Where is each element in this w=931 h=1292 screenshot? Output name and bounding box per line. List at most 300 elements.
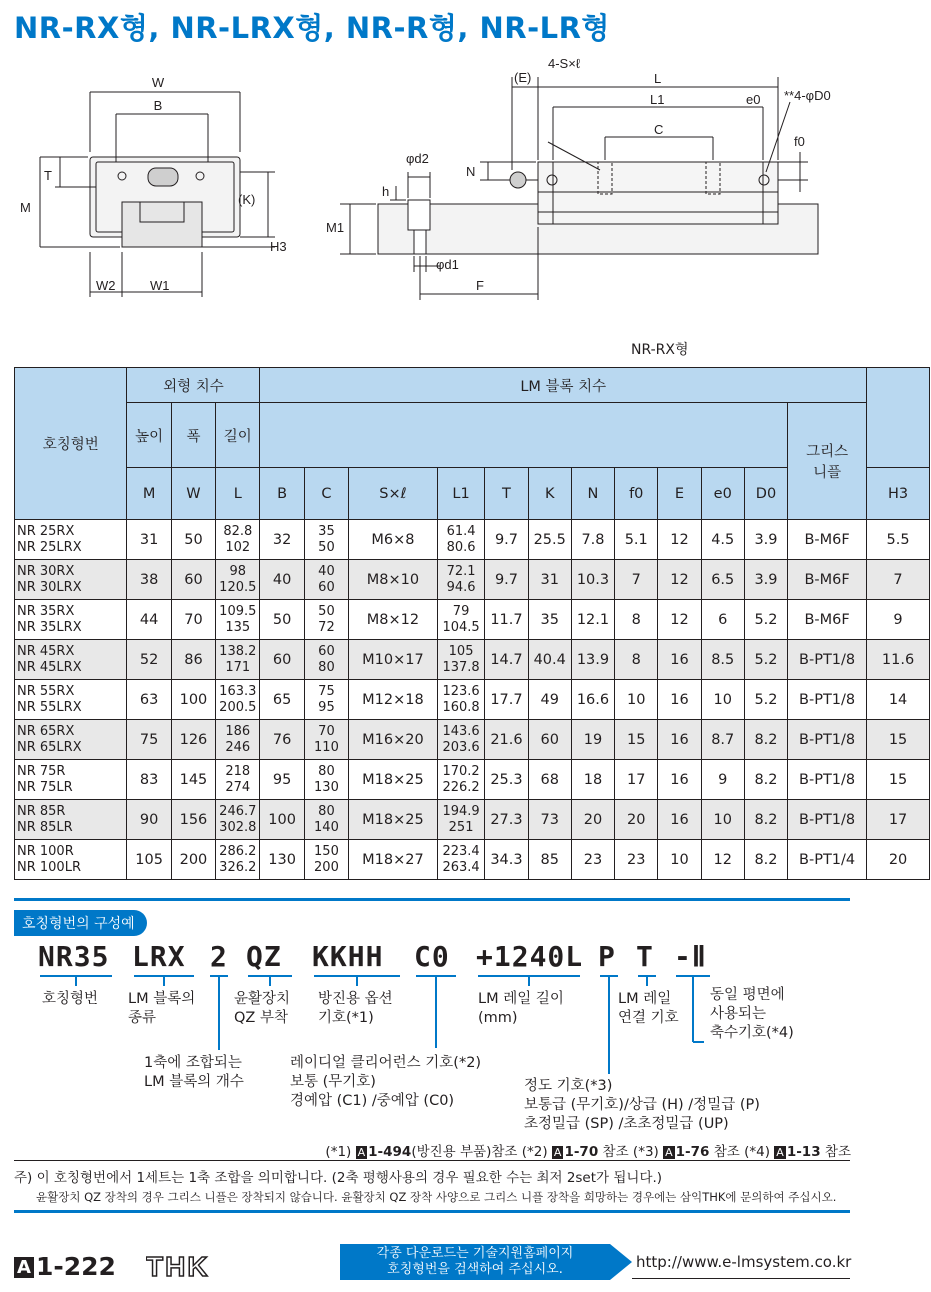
cell-l-value: 246 [225, 739, 251, 755]
cell-d0 [744, 800, 787, 840]
cell-n-value: 7.8 [581, 531, 605, 548]
cell-t-value: 9.7 [494, 531, 519, 548]
header-col-d0: D0 [744, 468, 787, 520]
notes-divider [14, 1160, 850, 1161]
cell-c [304, 600, 348, 640]
cell-f0 [615, 520, 658, 560]
table-row [15, 840, 930, 880]
cell-s-value: M12×18 [362, 691, 424, 708]
cell-e [658, 800, 701, 840]
cell-h3-value: 9 [893, 611, 903, 628]
cell-k-value: 60 [540, 731, 559, 748]
cell-l1 [437, 760, 485, 800]
label-h: h [382, 184, 390, 199]
cell-m-value: 38 [139, 571, 159, 588]
thk-logo [146, 1252, 236, 1280]
cell-e-value: 16 [670, 811, 689, 828]
cell-k [528, 640, 571, 680]
cell-h3-value: 14 [888, 691, 908, 708]
cell-n-value: 19 [583, 731, 603, 748]
cell-h3-value: 15 [888, 731, 908, 748]
cell-w-value: 156 [179, 811, 208, 828]
cell-n [571, 760, 614, 800]
cell-m-value: 52 [139, 651, 159, 668]
code-part-seal: KKHH [312, 940, 384, 973]
cell-l-value: 98 [229, 563, 247, 579]
cell-model-value: NR 85R [17, 803, 66, 819]
table-row [15, 680, 930, 720]
ref2-text: 참조 [602, 1144, 629, 1160]
cell-t-value: 27.3 [490, 811, 523, 828]
cell-s [349, 600, 438, 640]
label-d1: φd1 [436, 257, 459, 272]
cell-e0 [701, 840, 744, 880]
cell-l-value: 135 [225, 619, 251, 635]
header-col-h3: H3 [867, 468, 930, 520]
cell-model [15, 760, 127, 800]
cell-w [171, 560, 215, 600]
desc-rail-connection: LM 레일 연결 기호 [618, 991, 679, 1026]
cell-e0-value: 8.5 [711, 651, 735, 668]
ref3-page[interactable]: 1-76 [675, 1144, 710, 1160]
cell-l1 [437, 520, 485, 560]
desc-block-type: LM 블록의 종류 [128, 991, 196, 1026]
label-n: N [466, 164, 476, 179]
label-f: F [476, 278, 484, 293]
ref3-box: A [665, 1146, 673, 1159]
cell-n [571, 800, 614, 840]
cell-w-value: 145 [179, 771, 208, 788]
cell-k-value: 31 [540, 571, 559, 588]
cell-k [528, 680, 571, 720]
cell-model-value: NR 100R [17, 843, 74, 859]
cell-d0 [744, 640, 787, 680]
cell-k-value: 40.4 [533, 651, 566, 668]
table-row [15, 800, 930, 840]
cell-c-value: 150 [314, 843, 339, 859]
cell-m [127, 720, 171, 760]
cell-l-value: 286.2 [219, 843, 257, 859]
cell-t [485, 760, 528, 800]
cell-model-value: NR 45RX [17, 643, 75, 659]
cell-l1-value: 123.6 [442, 683, 480, 699]
cell-l1-value: 61.4 [446, 523, 476, 539]
cell-s [349, 800, 438, 840]
cell-model-value: NR 35LRX [17, 619, 82, 635]
cell-model-value: NR 55RX [17, 683, 75, 699]
cell-e-value: 10 [670, 851, 689, 868]
ref1-page[interactable]: 1-494 [368, 1144, 412, 1160]
cell-h3-value: 5.5 [886, 531, 910, 548]
header-col-l: L [216, 468, 260, 520]
cell-n-value: 12.1 [576, 611, 610, 628]
ref3-text: 참조 [713, 1144, 740, 1160]
cell-n-value: 23 [583, 851, 603, 868]
cell-w-value: 100 [179, 691, 208, 708]
cell-d0-value: 5.2 [754, 651, 778, 668]
cell-model-value: NR 75R [17, 763, 66, 779]
cell-t [485, 600, 528, 640]
cell-m-value: 75 [139, 731, 159, 748]
spec-table-body [15, 520, 930, 880]
cell-c [304, 800, 348, 840]
cell-n-value: 18 [583, 771, 603, 788]
cell-m-value: 83 [139, 771, 159, 788]
cell-l-value: 109.5 [219, 603, 257, 619]
cell-f0-value: 5.1 [624, 531, 648, 548]
spec-table [14, 367, 930, 880]
cell-n-value: 13.9 [576, 651, 610, 668]
cell-e0 [701, 760, 744, 800]
cell-m [127, 600, 171, 640]
cell-h3-value: 17 [888, 811, 908, 828]
cell-m [127, 520, 171, 560]
label-k: (K) [238, 192, 256, 207]
header-col-n: N [571, 468, 614, 520]
cell-t [485, 520, 528, 560]
website-link[interactable]: http://www.e-lmsystem.co.kr [636, 1253, 852, 1271]
cell-e0 [701, 800, 744, 840]
cell-m [127, 680, 171, 720]
desc-model: 호칭형번 [42, 991, 99, 1007]
cell-l1-value: 80.6 [446, 539, 476, 555]
section-divider-top [14, 898, 850, 901]
cell-l1 [437, 600, 485, 640]
ref3-mark: (*3) [632, 1144, 659, 1160]
cell-h3 [867, 640, 930, 680]
cell-e0-value: 10 [713, 691, 732, 708]
cell-l-value: 186 [225, 723, 251, 739]
cell-grease-value: B-PT1/8 [799, 771, 856, 788]
cell-c-value: 50 [318, 603, 335, 619]
cell-c [304, 640, 348, 680]
cell-k [528, 840, 571, 880]
header-col-e: E [658, 468, 701, 520]
cell-l [216, 520, 260, 560]
cell-e0 [701, 640, 744, 680]
ref2-box: A [553, 1146, 562, 1159]
cell-e0-value: 6 [718, 611, 728, 628]
cell-b [260, 840, 304, 880]
cell-k-value: 49 [540, 691, 559, 708]
cell-f0-value: 7 [631, 571, 641, 588]
cell-w [171, 800, 215, 840]
cell-t [485, 800, 528, 840]
cell-w [171, 720, 215, 760]
cell-c-value: 72 [318, 619, 335, 635]
cell-s-value: M16×20 [362, 731, 424, 748]
cell-s [349, 560, 438, 600]
cell-l [216, 800, 260, 840]
cell-f0 [615, 800, 658, 840]
cell-w-value: 50 [184, 531, 203, 548]
cell-b-value: 40 [272, 571, 292, 588]
cell-h3 [867, 560, 930, 600]
cell-b [260, 640, 304, 680]
cell-d0-value: 8.2 [754, 771, 778, 788]
page-number [14, 1252, 116, 1281]
cell-e0-value: 10 [713, 811, 732, 828]
page-title: NR-RX형, NR-LRX형, NR-R형, NR-LR형 [14, 11, 610, 45]
cell-grease [788, 600, 867, 640]
cell-model-value: NR 25LRX [17, 539, 82, 555]
cell-c-value: 80 [318, 763, 335, 779]
cell-l-value: 274 [225, 779, 251, 795]
cell-h3 [867, 720, 930, 760]
cell-e0-value: 12 [713, 851, 732, 868]
cell-e0 [701, 520, 744, 560]
cell-m-value: 63 [139, 691, 159, 708]
svg-text:THK: THK [146, 1252, 210, 1280]
cell-b-value: 32 [272, 531, 292, 548]
cell-e [658, 640, 701, 680]
label-e0: e0 [746, 92, 761, 107]
cell-w [171, 600, 215, 640]
cell-l1-value: 160.8 [442, 699, 480, 715]
code-part-count: 2 [210, 940, 228, 973]
cell-b-value: 65 [272, 691, 292, 708]
cell-f0 [615, 640, 658, 680]
cell-t-value: 34.3 [490, 851, 523, 868]
cell-d0-value: 8.2 [754, 811, 778, 828]
cell-d0 [744, 840, 787, 880]
header-col-t: T [485, 468, 528, 520]
cell-grease-value: B-PT1/8 [799, 691, 856, 708]
cell-n [571, 520, 614, 560]
cell-l1-value: 251 [448, 819, 474, 835]
header-col-m: M [127, 468, 171, 520]
ref4-text: 참조 [824, 1144, 851, 1160]
code-part-length: +1240L [476, 940, 584, 973]
code-part-axes: -Ⅱ [674, 940, 707, 973]
table-row [15, 520, 930, 560]
cell-s [349, 640, 438, 680]
cell-e-value: 12 [670, 531, 689, 548]
cell-f0 [615, 680, 658, 720]
ref2-page[interactable]: 1-70 [564, 1144, 599, 1160]
cell-e0 [701, 680, 744, 720]
cell-s-value: M18×25 [362, 811, 424, 828]
ref1-text: (방진용 부품)참조 [411, 1144, 518, 1160]
cell-model-value: NR 35RX [17, 603, 75, 619]
table-row [15, 640, 930, 680]
cell-t-value: 14.7 [490, 651, 523, 668]
cell-c-value: 130 [314, 779, 339, 795]
cell-grease-value: B-PT1/4 [799, 851, 856, 868]
section-label: 호칭형번의 구성예 [14, 910, 147, 936]
cell-l1 [437, 720, 485, 760]
cell-b-value: 76 [272, 731, 292, 748]
cell-b-value: 50 [272, 611, 292, 628]
table-row [15, 720, 930, 760]
cell-model [15, 800, 127, 840]
cell-k-value: 25.5 [533, 531, 566, 548]
cell-f0-value: 20 [627, 811, 646, 828]
section-divider-bottom [14, 1210, 850, 1213]
note-qz: 윤활장치 QZ 장착의 경우 그리스 니플은 장착되지 않습니다. 윤활장치 QZ 장착 사양으로 그리스 니플 장착을 희망하는 경우에는 삼익THK에 문의하여 주십시오. [36, 1190, 837, 1204]
table-row [15, 760, 930, 800]
header-grease: 그리스 니플 [788, 403, 867, 520]
cell-grease-value: B-PT1/8 [799, 811, 856, 828]
header-length: 길이 [216, 403, 260, 468]
cell-l-value: 102 [225, 539, 251, 555]
cell-t [485, 840, 528, 880]
label-c: C [654, 122, 664, 137]
cell-l-value: 163.3 [219, 683, 257, 699]
cell-l1-value: 104.5 [442, 619, 480, 635]
cell-k-value: 85 [540, 851, 559, 868]
cell-e0-value: 9 [718, 771, 728, 788]
cell-model [15, 560, 127, 600]
cell-l [216, 680, 260, 720]
header-h3-top [867, 368, 930, 468]
cell-l1 [437, 800, 485, 840]
header-height: 높이 [127, 403, 171, 468]
cell-l1 [437, 560, 485, 600]
cell-f0-value: 8 [631, 611, 641, 628]
cell-grease [788, 760, 867, 800]
cell-model-value: NR 100LR [17, 859, 81, 875]
cell-b-value: 100 [268, 811, 296, 828]
cell-k-value: 68 [540, 771, 559, 788]
label-w2: W2 [96, 278, 116, 293]
cell-b [260, 520, 304, 560]
cell-w-value: 70 [184, 611, 203, 628]
cell-d0-value: 8.2 [754, 851, 778, 868]
cell-l-value: 82.8 [223, 523, 253, 539]
cell-e-value: 16 [670, 691, 689, 708]
label-l1: L1 [650, 92, 665, 107]
cell-f0-value: 17 [627, 771, 646, 788]
cell-l1-value: 223.4 [442, 843, 480, 859]
label-t: T [44, 168, 52, 183]
page-box: A [14, 1257, 34, 1278]
ref4-page[interactable]: 1-13 [786, 1144, 821, 1160]
cell-f0 [615, 840, 658, 880]
cell-c-value: 95 [318, 699, 335, 715]
cell-e0-value: 8.7 [711, 731, 735, 748]
cell-c-value: 80 [318, 659, 335, 675]
cell-c [304, 520, 348, 560]
cell-s [349, 520, 438, 560]
cell-c-value: 60 [318, 579, 335, 595]
cell-h3 [867, 600, 930, 640]
cell-b [260, 720, 304, 760]
technical-drawing [0, 52, 931, 352]
cell-c [304, 680, 348, 720]
cell-grease [788, 640, 867, 680]
cell-f0 [615, 560, 658, 600]
cell-l1-value: 79 [452, 603, 470, 619]
desc-clearance: 레이디얼 클리어런스 기호(*2) 보통 (무기호) 경예압 (C1) /중예압 (C0) [290, 1055, 482, 1109]
cell-l1-value: 170.2 [442, 763, 480, 779]
cell-m [127, 760, 171, 800]
cell-grease-value: B-M6F [804, 571, 850, 588]
cell-f0 [615, 760, 658, 800]
cell-e [658, 600, 701, 640]
cell-model-value: NR 85LR [17, 819, 73, 835]
cell-e0 [701, 720, 744, 760]
header-col-f0: f0 [615, 468, 658, 520]
note-set: 주) 이 호칭형번에서 1세트는 1축 조합을 의미합니다. (2축 평행사용의 경우 필요한 수는 최저 2set가 됩니다.) [14, 1170, 663, 1186]
cell-e [658, 680, 701, 720]
cell-f0-value: 8 [631, 651, 641, 668]
label-w1: W1 [150, 278, 170, 293]
cell-c-value: 140 [314, 819, 339, 835]
cell-k [528, 800, 571, 840]
cell-e0 [701, 560, 744, 600]
cell-l [216, 640, 260, 680]
cell-m [127, 560, 171, 600]
cell-n [571, 840, 614, 880]
cell-l-value: 120.5 [219, 579, 257, 595]
cell-h3 [867, 520, 930, 560]
cell-k [528, 760, 571, 800]
cell-grease-value: B-M6F [804, 611, 850, 628]
cell-m-value: 31 [139, 531, 159, 548]
cell-d0-value: 3.9 [754, 531, 778, 548]
cell-f0 [615, 720, 658, 760]
url-underline [632, 1278, 850, 1279]
cell-model [15, 600, 127, 640]
cell-n-value: 20 [583, 811, 603, 828]
cell-grease [788, 680, 867, 720]
cell-e-value: 16 [670, 731, 689, 748]
code-part-accuracy: P [598, 940, 616, 973]
cell-d0-value: 5.2 [754, 611, 778, 628]
cell-c-value: 35 [318, 523, 335, 539]
cell-grease [788, 800, 867, 840]
cell-c [304, 760, 348, 800]
header-col-c: C [304, 468, 348, 520]
cell-d0 [744, 520, 787, 560]
download-notice: 각종 다운로드는 기술지원홈페이지 호칭형번을 검색하여 주십시오. [340, 1244, 610, 1280]
cell-c-value: 200 [314, 859, 339, 875]
cell-c-value: 40 [318, 563, 335, 579]
cell-l1-value: 194.9 [442, 803, 480, 819]
header-col-l1: L1 [437, 468, 485, 520]
cell-n-value: 16.6 [576, 691, 610, 708]
cell-d0 [744, 760, 787, 800]
code-part-block: LRX [132, 940, 186, 973]
cell-model-value: NR 30LRX [17, 579, 82, 595]
ref4-mark: (*4) [744, 1144, 770, 1160]
cell-grease [788, 720, 867, 760]
ref2-mark: (*2) [521, 1144, 548, 1160]
cell-k-value: 73 [540, 811, 559, 828]
desc-blocks: 1축에 조합되는 LM 블록의 개수 [144, 1055, 244, 1090]
cell-e [658, 520, 701, 560]
cell-model-value: NR 65LRX [17, 739, 82, 755]
cell-d0-value: 3.9 [754, 571, 778, 588]
cell-b [260, 760, 304, 800]
header-block-spacer [260, 403, 788, 468]
desc-seal: 방진용 옵션 기호(*1) [318, 991, 393, 1026]
cell-h3-value: 11.6 [881, 651, 915, 668]
header-outer: 외형 치수 [127, 368, 260, 403]
cell-l-value: 326.2 [219, 859, 257, 875]
cell-m-value: 90 [139, 811, 159, 828]
cell-l [216, 760, 260, 800]
cell-model-value: NR 55LRX [17, 699, 82, 715]
desc-axes: 동일 평면에 사용되는 축수기호(*4) [710, 987, 794, 1041]
cell-e [658, 760, 701, 800]
label-h3: H3 [270, 239, 287, 254]
ref1-mark: (*1) [325, 1144, 352, 1160]
header-col-w: W [171, 468, 215, 520]
cell-t-value: 11.7 [490, 611, 523, 628]
cell-t [485, 720, 528, 760]
